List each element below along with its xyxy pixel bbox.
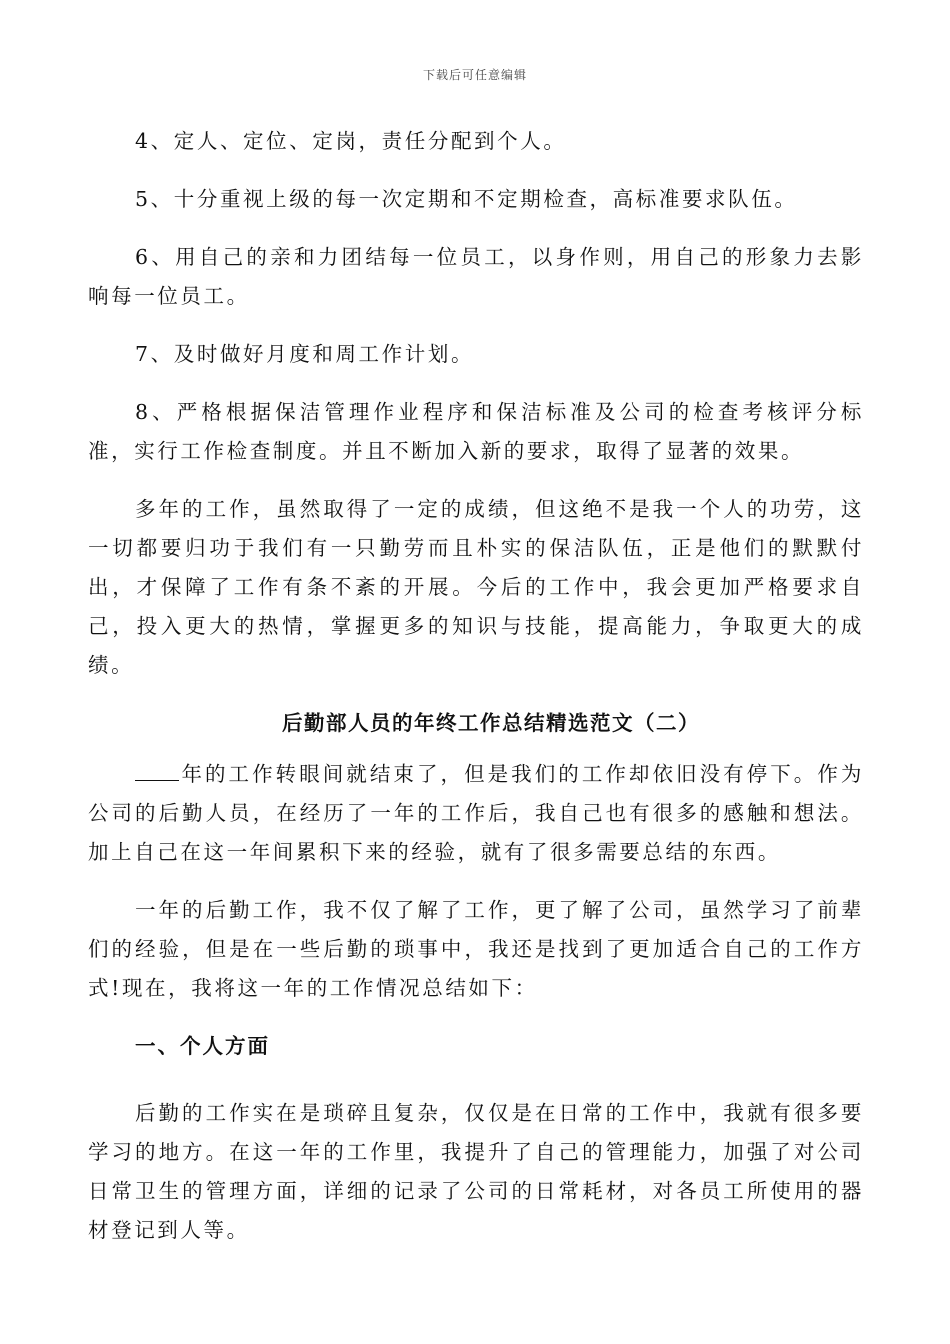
list-item-7: 7、及时做好月度和周工作计划。 [135, 342, 475, 366]
intro-paragraph-1 [88, 755, 864, 872]
summary-paragraph: 多年的工作，虽然取得了一定的成绩，但这绝不是我一个人的功劳，这一切都要归功于我们有一只勤劳而且朴实的保洁队伍，正是他们的默默付出，才保障了工作有条不紊的开展。今后的工作中，我会更加严格要求自己，投入更大的热情，掌握更多的知识与技能，提高能力，争取更大的成绩。 [88, 497, 864, 677]
list-item-4: 4、定人、定位、定岗，责任分配到个人。 [135, 129, 567, 153]
document-body [88, 122, 864, 1269]
list-item-5: 5、十分重视上级的每一次定期和不定期检查，高标准要求队伍。 [135, 187, 798, 211]
page-header: 下载后可任意编辑 [422, 68, 527, 82]
year-blank [135, 762, 179, 781]
intro-paragraph-2: 一年的后勤工作，我不仅了解了工作，更了解了公司，虽然学习了前辈们的经验，但是在一些后勤的琐事中，我还是找到了更加适合自己的工作方式!现在，我将这一年的工作情况总结如下： [88, 898, 864, 1000]
personal-paragraph: 后勤的工作实在是琐碎且复杂，仅仅是在日常的工作中，我就有很多要学习的地方。在这一年的工作里，我提升了自己的管理能力，加强了对公司日常卫生的管理方面，详细的记录了公司的日常耗材，对各员工所使用的器材登记到人等。 [88, 1101, 864, 1242]
list-item-6: 6、用自己的亲和力团结每一位员工，以身作则，用自己的形象力去影响每一位员工。 [88, 245, 864, 308]
section-title: 后勤部人员的年终工作总结精选范文（二） [282, 711, 700, 735]
section-heading-personal: 一、个人方面 [135, 1034, 270, 1058]
intro-paragraph-1-text: 年的工作转眼间就结束了，但是我们的工作却依旧没有停下。作为公司的后勤人员，在经历了一年的工作后，我自己也有很多的感触和想法。加上自己在这一年间累积下来的经验，就有了很多需要总结的东西。 [88, 762, 864, 864]
list-item-8: 8、严格根据保洁管理作业程序和保洁标准及公司的检查考核评分标准，实行工作检查制度。并且不断加入新的要求，取得了显著的效果。 [88, 400, 864, 463]
